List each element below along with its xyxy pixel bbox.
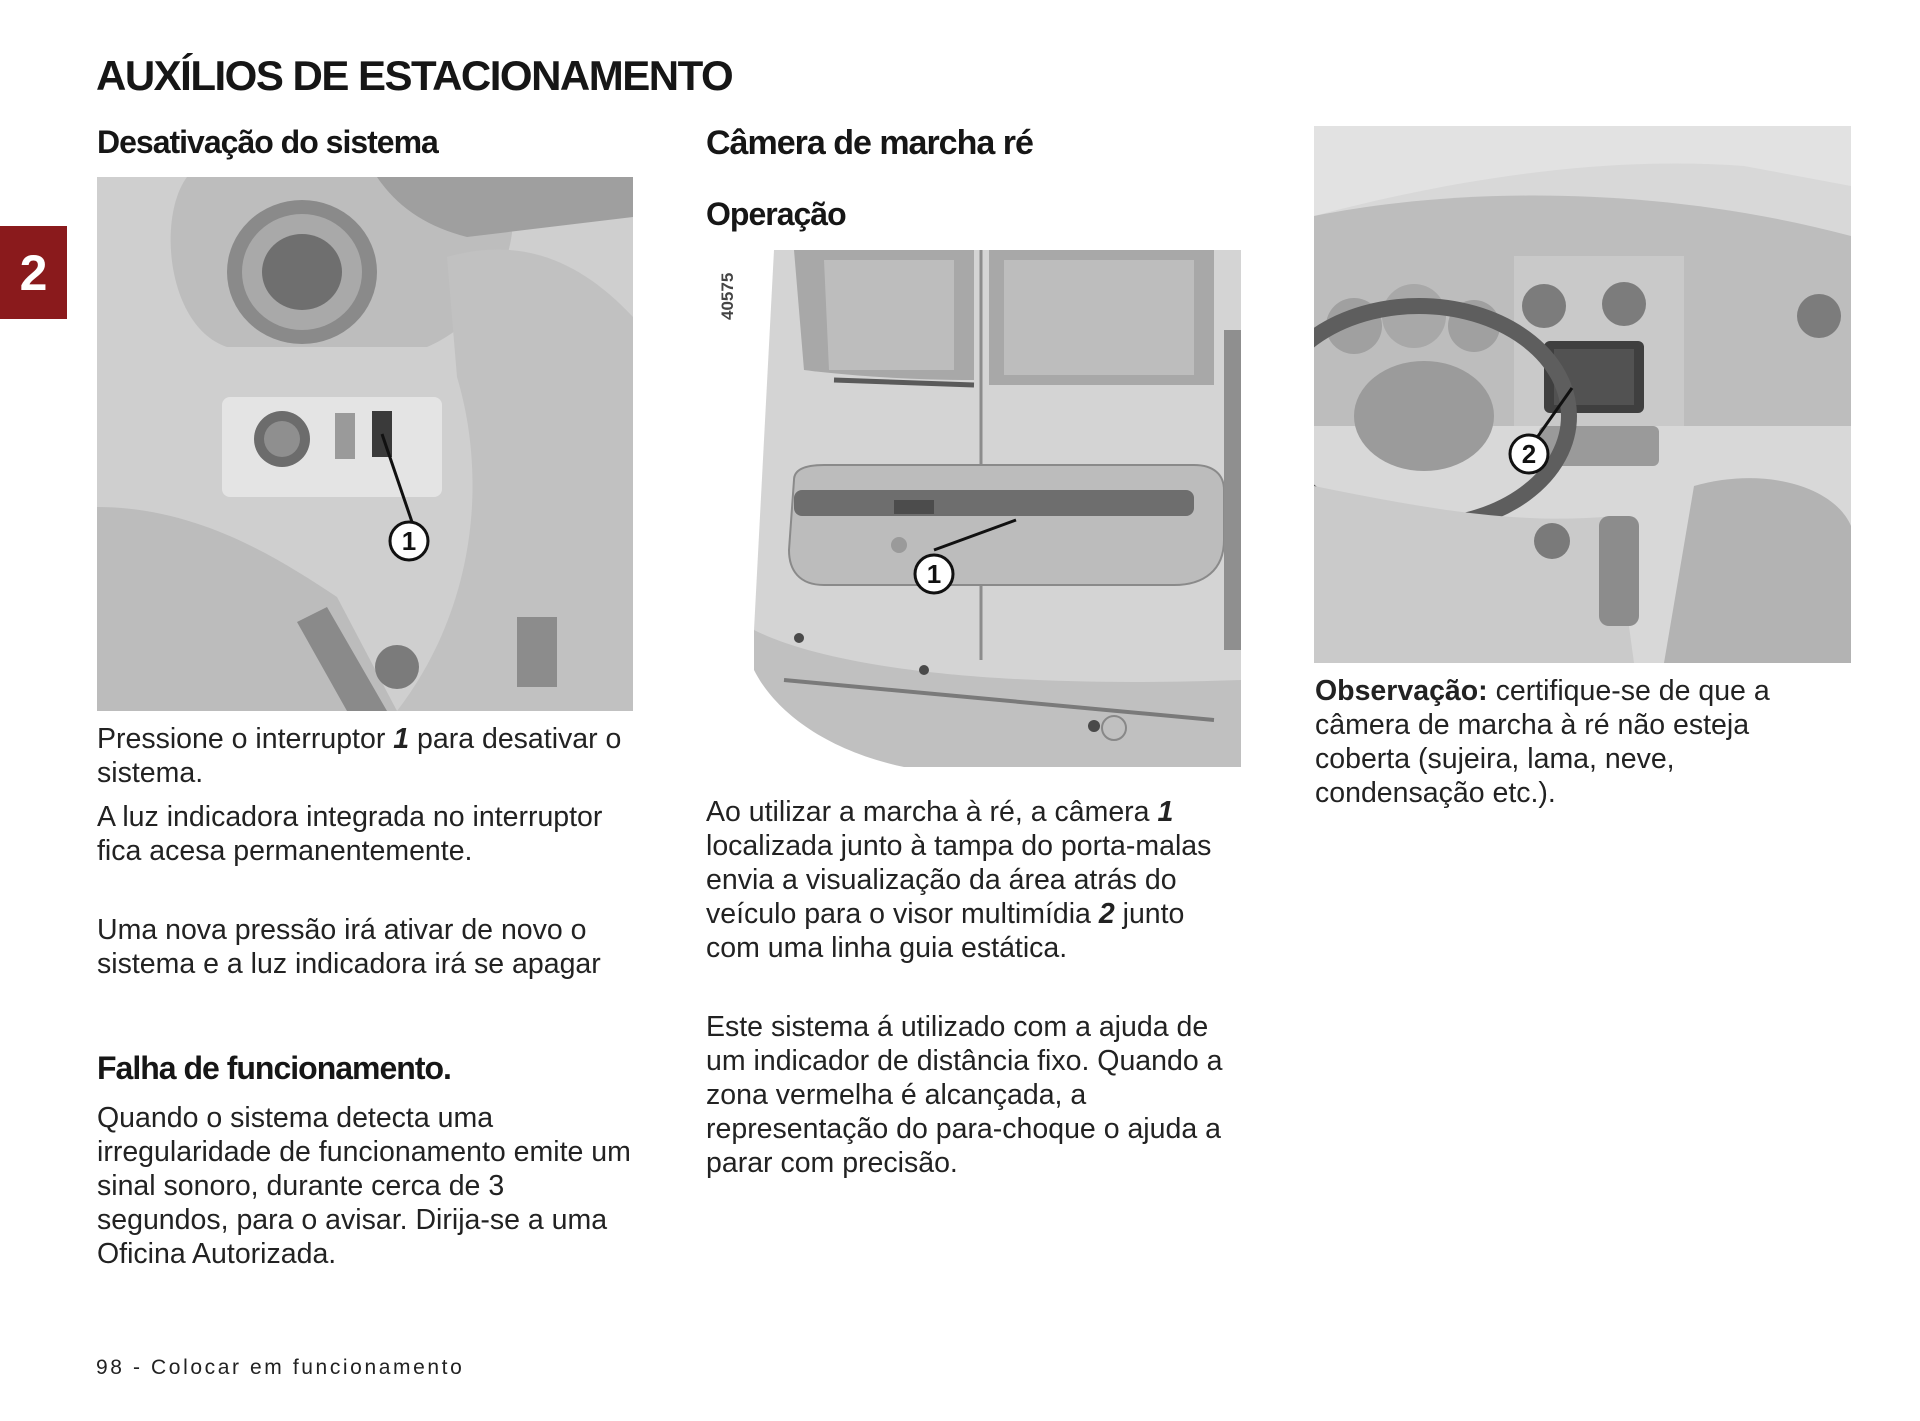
rear-door-illustration xyxy=(754,250,1241,767)
callout-number: 1 xyxy=(926,559,942,589)
text: Pressione o interruptor xyxy=(97,723,394,755)
paragraph-reactivate: Uma nova pressão irá ativar de novo o sistema e a luz indicadora irá se apagar xyxy=(97,914,601,980)
ref-number: 1 xyxy=(1157,796,1174,828)
figure-dashboard-switch xyxy=(97,177,633,711)
figure-interior-display xyxy=(1314,126,1851,663)
note-label: Observação: xyxy=(1315,675,1488,707)
callout-marker xyxy=(912,552,956,596)
paragraph-distance-indicator: Este sistema á utilizado com a ajuda de um indicador de distância fixo. Quando a zona vermelha é alcançada, a representação do para-choque o ajuda a parar com precisão. xyxy=(706,1011,1223,1179)
paragraph-note xyxy=(1315,674,1850,810)
subheading-operation: Operação xyxy=(706,196,846,232)
callout-number: 1 xyxy=(401,526,417,556)
paragraph-indicator-light: A luz indicadora integrada no interruptor fica acesa permanentemente. xyxy=(97,801,603,867)
paragraph-reverse-camera xyxy=(706,795,1246,965)
paragraph-malfunction: Quando o sistema detecta uma irregularidade de funcionamento emite um sinal sonoro, durante cerca de 3 segundos, para o avisar. Dirija-se a uma Oficina Autorizada. xyxy=(97,1102,631,1270)
dashboard-switch-illustration xyxy=(97,177,633,711)
section-heading-rear-camera: Câmera de marcha ré xyxy=(706,124,1033,162)
figure-rear-door xyxy=(754,250,1241,767)
ref-number: 2 xyxy=(1098,898,1115,930)
text: Ao utilizar a marcha à ré, a câmera xyxy=(706,796,1158,828)
callout-marker xyxy=(387,519,431,563)
interior-display-illustration xyxy=(1314,126,1851,663)
figure-code: 40575 xyxy=(718,272,737,320)
chapter-tab: 2 xyxy=(0,226,67,319)
text: junto com uma linha guia estática. xyxy=(706,898,1185,964)
callout-number: 2 xyxy=(1521,439,1537,469)
section-heading-malfunction: Falha de funcionamento. xyxy=(97,1050,451,1086)
page-footer: 98 - Colocar em funcionamento xyxy=(96,1356,465,1379)
text: para desativar o sistema. xyxy=(97,723,622,789)
text: certifique-se de que a câmera de marcha à ré não esteja coberta (sujeira, lama, neve, condensação etc.). xyxy=(1315,675,1770,809)
section-heading-deactivation: Desativação do sistema xyxy=(97,124,438,160)
callout-marker xyxy=(1507,432,1551,476)
paragraph-press-switch xyxy=(97,722,637,790)
page-title: AUXÍLIOS DE ESTACIONAMENTO xyxy=(96,52,733,99)
ref-number: 1 xyxy=(393,723,410,755)
text: localizada junto à tampa do porta-malas envia a visualização da área atrás do veículo para o visor multimídia xyxy=(706,830,1212,930)
